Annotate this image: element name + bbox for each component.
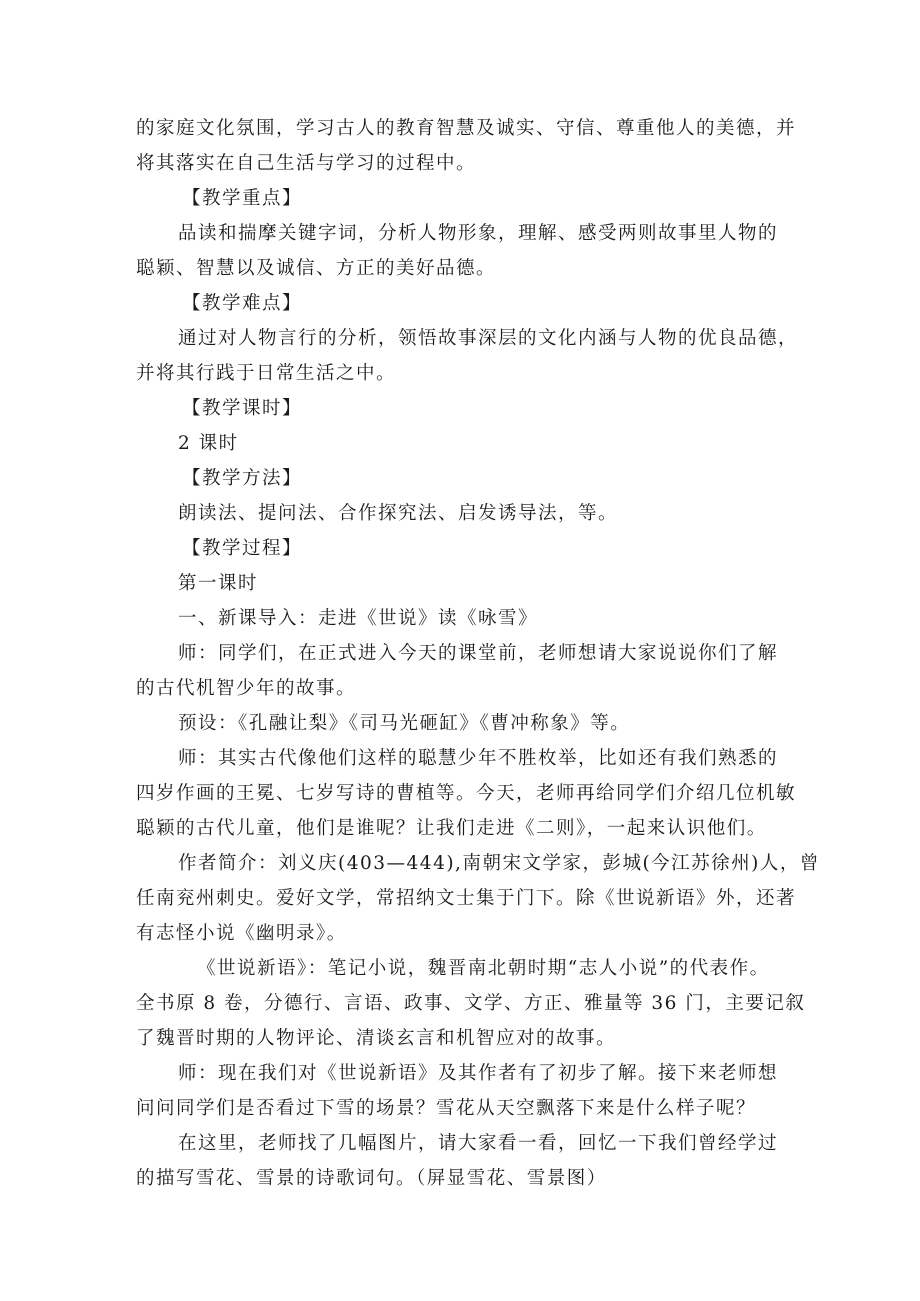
text-line: 有志怪小说《幽明录》。 [136, 923, 347, 944]
text-line: 任南兖州刺史。爱好文学，常招纳文士集于门下。除《世说新语》外，还著 [136, 888, 797, 909]
text-line: 品读和揣摩关键字词，分析人物形象，理解、感受两则故事里人物的 [178, 223, 779, 244]
text-line: 师：同学们，在正式进入今天的课堂前，老师想请大家说说你们了解 [178, 643, 779, 664]
text-line: 通过对人物言行的分析，领悟故事深层的文化内涵与人物的优良品德， [178, 328, 799, 349]
text-line: 作者简介：刘义庆(403—444),南朝宋文学家，彭城(今江苏徐州)人，曾 [178, 853, 820, 874]
text-line: 并将其行践于日常生活之中。 [136, 363, 397, 384]
text-line: 问问同学们是否看过下雪的场景？雪花从天空飘落下来是什么样子呢？ [136, 1098, 757, 1119]
text-line: 第一课时 [178, 573, 259, 594]
text-line: 师：其实古代像他们这样的聪慧少年不胜枚举，比如还有我们熟悉的 [178, 748, 779, 769]
text-line: 预设：《孔融让梨》《司马光砸缸》《曹冲称象》等。 [178, 713, 631, 734]
text-line: 全书原 8 卷，分德行、言语、政事、文学、方正、雅量等 36 门，主要记叙 [136, 993, 806, 1014]
section-heading-process: 【教学过程】 [182, 538, 303, 559]
text-line: 了魏晋时期的人物评论、清谈玄言和机智应对的故事。 [136, 1028, 617, 1049]
text-line: 《世说新语》：笔记小说，魏晋南北朝时期“志人小说”的代表作。 [197, 958, 770, 979]
text-line: 的描写雪花、雪景的诗歌词句。（屏显雪花、雪景图） [136, 1168, 607, 1189]
section-heading-hours: 【教学课时】 [182, 398, 303, 419]
text-line: 聪颖、智慧以及诚信、方正的美好品德。 [136, 258, 497, 279]
section-heading-difficulty: 【教学难点】 [182, 293, 303, 314]
text-line: 朗读法、提问法、合作探究法、启发诱导法，等。 [178, 503, 619, 524]
text-line: 2 课时 [178, 433, 239, 454]
text-line: 师：现在我们对《世说新语》及其作者有了初步了解。接下来老师想 [178, 1063, 779, 1084]
text-line: 聪颖的古代儿童，他们是谁呢？让我们走进《二则》，一起来认识他们。 [136, 818, 767, 839]
section-heading-methods: 【教学方法】 [182, 468, 303, 489]
text-line: 的家庭文化氛围，学习古人的教育智慧及诚实、守信、尊重他人的美德，并 [136, 118, 797, 139]
text-line: 将其落实在自己生活与学习的过程中。 [136, 153, 477, 174]
text-line: 一、新课导入：走进《世说》读《咏雪》 [178, 608, 539, 629]
section-heading-focus: 【教学重点】 [182, 188, 303, 209]
text-line: 四岁作画的王冕、七岁写诗的曹植等。今天，老师再给同学们介绍几位机敏 [136, 783, 797, 804]
text-line: 在这里，老师找了几幅图片，请大家看一看，回忆一下我们曾经学过 [178, 1133, 779, 1154]
text-line: 的古代机智少年的故事。 [136, 678, 357, 699]
